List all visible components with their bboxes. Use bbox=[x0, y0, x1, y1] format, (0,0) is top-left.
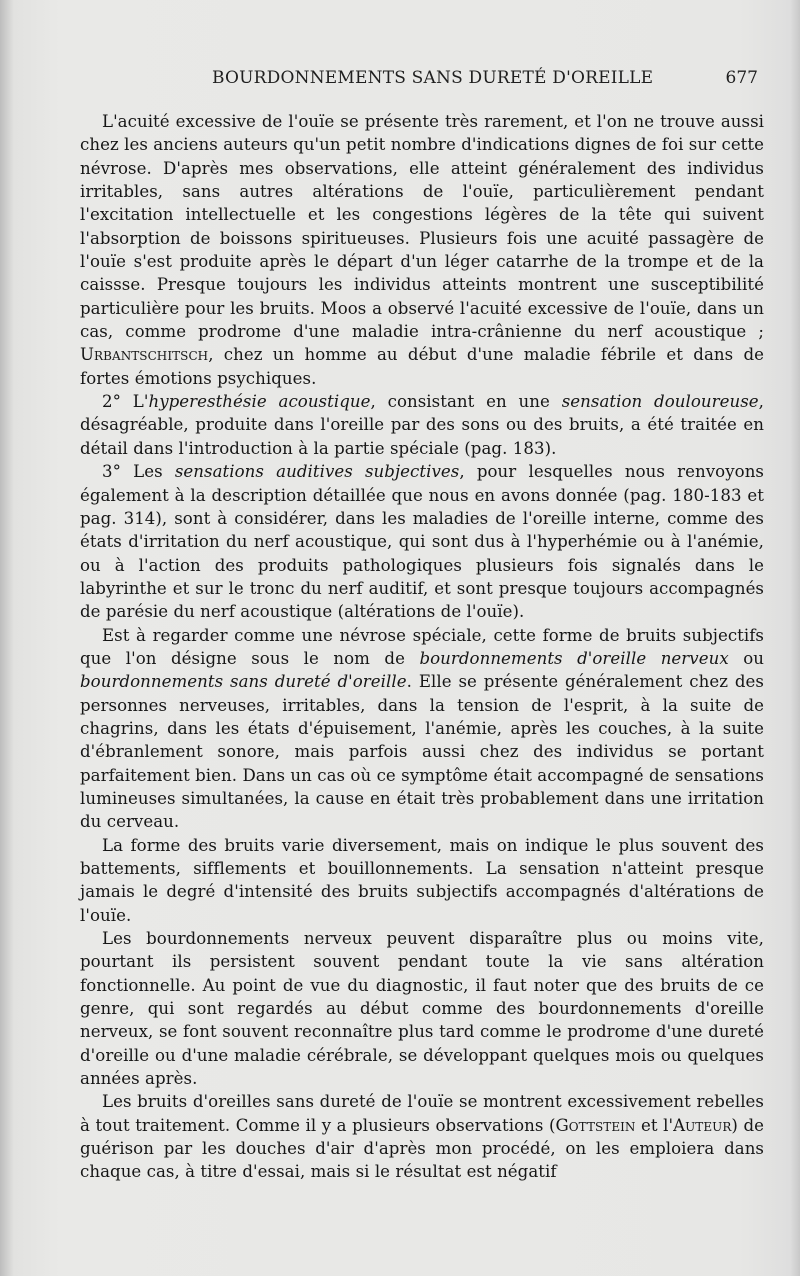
paragraph-subjective-end: , pour lesquelles nous renvoyons également à la description détaillée que nous en avons donnée (pag. 180-183 et pag. 314), sont à considérer, dans les maladies de l'oreille interne, comme des états d'irritation du nerf acoustique, qui sont dus à l'hyperhémie ou à l'anémie, ou à l'action des produits pathologiques plusieurs fois signalés dans le labyrinthe et sur le tronc du nerf auditif, et sont presque toujours accompagnés de parésie du nerf acoustique (altérations de l'ouïe). bbox=[80, 462, 764, 622]
item-number-3: 3° Les bbox=[102, 462, 163, 482]
paragraph-nervous-buzzing bbox=[80, 624, 764, 834]
body-text bbox=[80, 110, 764, 1184]
paragraph-diagnosis-text: Les bourdonnements nerveux peuvent disparaître plus ou moins vite, pourtant ils persistent souvent pendant toute la vie sans altération fonctionnelle. Au point de vue du diagnostic, il faut noter que des bruits de ce genre, qui sont regardés au début comme des bourdonnements d'oreille nerveux, se font souvent reconnaître plus tard comme le prodrome d'une dureté d'oreille ou d'une maladie cérébrale, se développant quelques mois ou quelques années après. bbox=[80, 929, 764, 1089]
paragraph-hyperesthesia bbox=[80, 390, 764, 460]
paragraph-treatment-end: ) de guérison par les douches d'air d'après mon procédé, on les emploiera dans chaque cas, à titre d'essai, mais si le résultat est négatif bbox=[80, 1115, 764, 1182]
author-urbantschitsch: Urbantschitsch bbox=[80, 345, 209, 365]
paragraph-noise-forms bbox=[80, 834, 764, 927]
author-auteur: Auteur bbox=[673, 1115, 732, 1135]
paragraph-treatment-start: Les bruits d'oreilles sans dureté de l'ouïe se montrent excessivement rebelles à tout traitement. Comme il y a plusieurs observations ( bbox=[80, 1092, 764, 1135]
author-gottstein: Gottstein bbox=[555, 1115, 636, 1135]
paragraph-nervous-end: . Elle se présente généralement chez des personnes nerveuses, irritables, dans la tension de l'esprit, à la suite de chagrins, dans les états d'épuisement, l'anémie, après les couches, à la suite d'ébranlement sonore, mais parfois aussi chez des individus se portant parfaitement bien. Dans un cas où ce symptôme était accompagné de sensations lumineuses simultanées, la cause en était très probablement dans une irritation du cerveau. bbox=[80, 672, 764, 832]
paragraph-treatment bbox=[80, 1090, 764, 1183]
paragraph-acuity-text: L'acuité excessive de l'ouïe se présente très rarement, et l'on ne trouve aussi chez les anciens auteurs qu'un petit nombre d'indications dignes de foi sur cette névrose. D'après mes observations, elle atteint généralement des individus irritables, sans autres altérations de l'ouïe, particulièrement pendant l'excitation intellectuelle et les congestions légères de la tête qui suivent l'absorption de boissons spiritueuses. Plusieurs fois une acuité passagère de l'ouïe s'est produite après le départ d'un léger catarrhe de la trompe et de la caissse. Presque toujours les individus atteints montrent une susceptibilité particulière pour les bruits. Moos a observé l'acuité excessive de l'ouïe, dans un cas, comme prodrome d'une maladie intra-crânienne du nerf acoustique ; bbox=[80, 112, 764, 342]
paragraph-diagnosis bbox=[80, 927, 764, 1090]
term-hyperesthesie: hyperesthésie acoustique bbox=[148, 392, 371, 412]
paragraph-noise-forms-text: La forme des bruits varie diversement, mais on indique le plus souvent des battements, sifflements et bouillonnements. La sensation n'atteint presque jamais le degré d'intensité des bruits subjectifs accompagnés d'altérations de l'ouïe. bbox=[80, 835, 764, 925]
paragraph-nervous-start: Est à regarder comme une névrose spéciale, cette forme de bruits subjectifs que l'on désigne sous le nom de bbox=[80, 625, 764, 668]
paragraph-acuity bbox=[80, 110, 764, 390]
page-number: 677 bbox=[725, 68, 758, 88]
item-number-2: 2° L' bbox=[102, 392, 149, 412]
word-et-l: et l' bbox=[641, 1115, 674, 1135]
term-bourdonnements-sans-durete: bourdonnements sans dureté d'oreille bbox=[80, 672, 407, 692]
paragraph-hyperesthesia-mid: , consistant en une bbox=[370, 392, 550, 412]
paragraph-hyperesthesia-end: , désagréable, produite dans l'oreille par des sons ou des bruits, a été traitée en détail dans l'introduction à la partie spéciale (pag. 183). bbox=[80, 392, 764, 458]
term-bourdonnements-nerveux: bourdonnements d'oreille nerveux bbox=[419, 648, 729, 668]
paragraph-acuity-end: , chez un homme au début d'une maladie fébrile et dans de fortes émotions psychiques. bbox=[80, 345, 764, 388]
word-ou: ou bbox=[743, 648, 765, 668]
page-header bbox=[80, 68, 760, 98]
term-sensations-auditives: sensations auditives subjectives bbox=[174, 462, 460, 482]
running-title: BOURDONNEMENTS SANS DURETÉ D'OREILLE bbox=[212, 68, 654, 88]
paragraph-subjective-sensations bbox=[80, 460, 764, 623]
term-sensation-douloureuse: sensation douloureuse bbox=[561, 392, 759, 412]
